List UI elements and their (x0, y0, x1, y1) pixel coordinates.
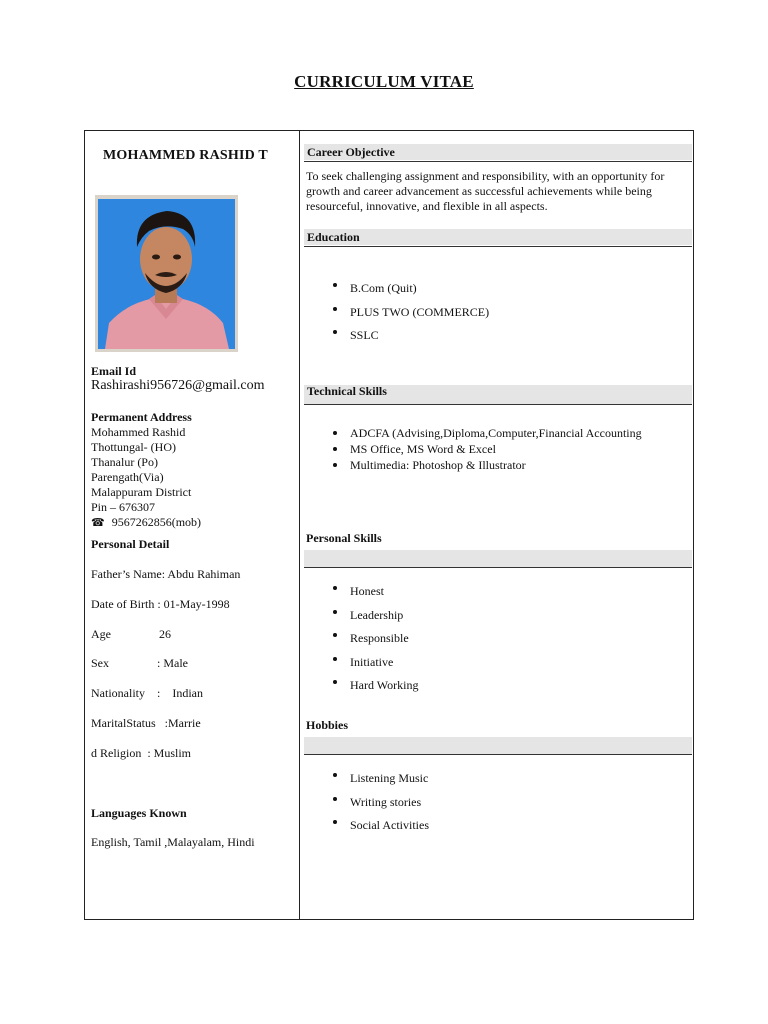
hobbies-list (304, 767, 429, 838)
career-objective-header: Career Objective (304, 144, 692, 160)
address-line: Mohammed Rashid (91, 425, 186, 439)
list-item: MS Office, MS Word & Excel (304, 441, 642, 457)
personal-nationality: Nationality : Indian (91, 686, 203, 700)
list-item: Hard Working (304, 674, 418, 698)
career-objective-text: To seek challenging assignment and responsibility, with an opportunity for growth and career advancement as successful achievements while being resourceful, innovative, and flexible in all aspects. (306, 169, 665, 213)
list-item: B.Com (Quit) (304, 277, 489, 301)
phone-line (91, 515, 201, 531)
list-item: SSLC (304, 324, 489, 348)
personal-marital: MaritalStatus :Marrie (91, 716, 201, 730)
career-divider (304, 161, 692, 162)
personal-skills-header: Personal Skills (306, 531, 382, 545)
address-label: Permanent Address (91, 410, 192, 424)
address-block (91, 425, 201, 531)
document-title: CURRICULUM VITAE (294, 72, 474, 91)
education-list (304, 277, 489, 348)
education-divider (304, 246, 692, 247)
list-item: Responsible (304, 627, 418, 651)
list-item: Writing stories (304, 791, 429, 815)
technical-divider (304, 404, 692, 405)
education-header: Education (304, 229, 692, 245)
technical-skills-header: Technical Skills (304, 385, 692, 404)
list-item: Multimedia: Photoshop & Illustrator (304, 457, 642, 473)
address-line: Parengath(Via) (91, 470, 164, 484)
phone-number: 9567262856(mob) (111, 515, 202, 529)
phone-icon: ☎ (91, 517, 105, 529)
personal-skills-divider (304, 567, 692, 568)
personal-religion: d Religion : Muslim (91, 746, 192, 760)
technical-skills-list (304, 425, 642, 473)
list-item: ADCFA (Advising,Diploma,Computer,Financial Accounting (304, 425, 642, 441)
languages-value: English, Tamil ,Malayalam, Hindi (91, 835, 255, 849)
personal-dob: Date of Birth : 01-May-1998 (91, 597, 230, 611)
personal-age: Age 26 (91, 627, 171, 641)
list-item: PLUS TWO (COMMERCE) (304, 301, 489, 325)
hobbies-divider (304, 754, 692, 755)
list-item: Social Activities (304, 814, 429, 838)
list-item: Initiative (304, 651, 418, 675)
languages-label: Languages Known (91, 806, 187, 820)
list-item: Leadership (304, 604, 418, 628)
personal-skills-band (304, 550, 692, 567)
personal-father: Father’s Name: Abdu Rahiman (91, 567, 241, 581)
address-line: Thottungal- (HO) (91, 440, 176, 454)
list-item: Honest (304, 580, 418, 604)
email-label: Email Id (91, 364, 137, 378)
personal-skills-list (304, 580, 418, 698)
list-item: Listening Music (304, 767, 429, 791)
profile-photo (95, 195, 238, 352)
candidate-name: MOHAMMED RASHID T (103, 148, 268, 163)
column-divider (299, 130, 300, 920)
address-line: Malappuram District (91, 485, 192, 499)
hobbies-header: Hobbies (306, 718, 349, 732)
email-value: Rashirashi956726@gmail.com (91, 378, 265, 393)
hobbies-band (304, 737, 692, 754)
address-line: Pin – 676307 (91, 500, 156, 514)
personal-detail-label: Personal Detail (91, 537, 170, 551)
address-line: Thanalur (Po) (91, 455, 158, 469)
personal-sex: Sex : Male (91, 656, 188, 670)
